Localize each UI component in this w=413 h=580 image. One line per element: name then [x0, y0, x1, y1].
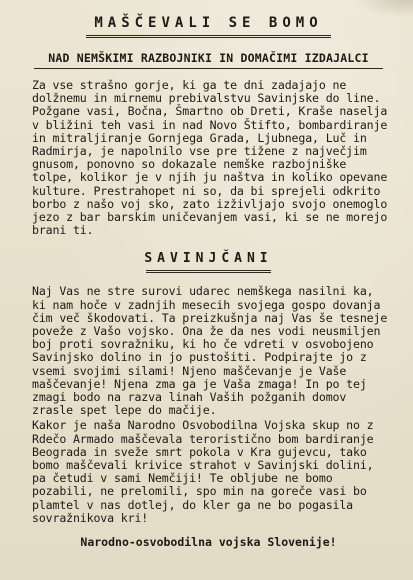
- body-paragraph-2: Naj Vas ne stre surovi udarec nemškega nasilni ka, ki nam hoče v zadnjih mesecih svojega gospo dovanja čim več škodovati. Ta preizkušnja naj Vas še tesneje poveže z Vašo vojsko. Ona že da nes vodi neusmiljen boj proti sovražniku, ki ho če vdreti v osvobojeno Savinjsko dolino in jo pustošiti. Podpirajte jo z vsemi svojimi silami! Njeno maščevanje je Vaše maščevanje! Njena zma ga je Vaša zmaga! In po tej zmagi bodo na razva linah Vaših požganih domov zrasle spet lepe do mačije.: [32, 284, 388, 418]
- subtitle-underline: [34, 68, 383, 69]
- title-underline: [86, 35, 331, 38]
- closing-signature: Narodno-osvobodilna vojska Slovenije!: [80, 535, 337, 550]
- leaflet-title: MAŠČEVALI SE BOMO: [94, 15, 323, 31]
- section-heading-underline: [146, 270, 271, 273]
- paper-stain: [353, 0, 413, 18]
- section-heading: SAVINJČANI: [144, 251, 273, 267]
- leaflet-subtitle: NAD NEMŠKIMI RAZBOJNIKI IN DOMAČIMI IZDAJALCI: [48, 51, 369, 65]
- body-paragraph-3: Kakor je naša Narodno Osvobodilna Vojska skup no z Rdečo Armado maščevala teroristično bom bardiranje Beograda in sveže smrt pokola v Kra gujevcu, tako bomo maščevali krivice strahot v Savinjski dolini, pa četudi v sami Nemčiji! Te obljube ne bomo pozabili, ne prelomili, spo min na goreče vasi bo plamtel v nas dotlej, do kler ga ne bo pogasila sovražnikova kri!: [32, 418, 374, 525]
- body-paragraph-1: Za vse strašno gorje, ki ga te dni zadajajo ne dolžnemu in mirnemu prebivalstvu Savinjske do line. Požgane vasi, Bočna, Šmartno ob Dreti, Kraše naselja v bližini teh vasi in nad Novo Štifto, bombardiranje in mitraljiranje Gornjega Grada, Ljubnega, Luč in Radmirja, je napolnilo vse pre tižene z največjim gnusom, ponovno so dokazale nemške razbojniške tolpe, kolikor je v njih ju naštva in koliko opevane kulture. Prestrahopet ni so, da bi sprejeli odkrito borbo z našo voj sko, zato izživljajo svojo onemoglo jezo z bar barskim uničevanjem vasi, ki se ne morejo brani ti.: [32, 78, 388, 238]
